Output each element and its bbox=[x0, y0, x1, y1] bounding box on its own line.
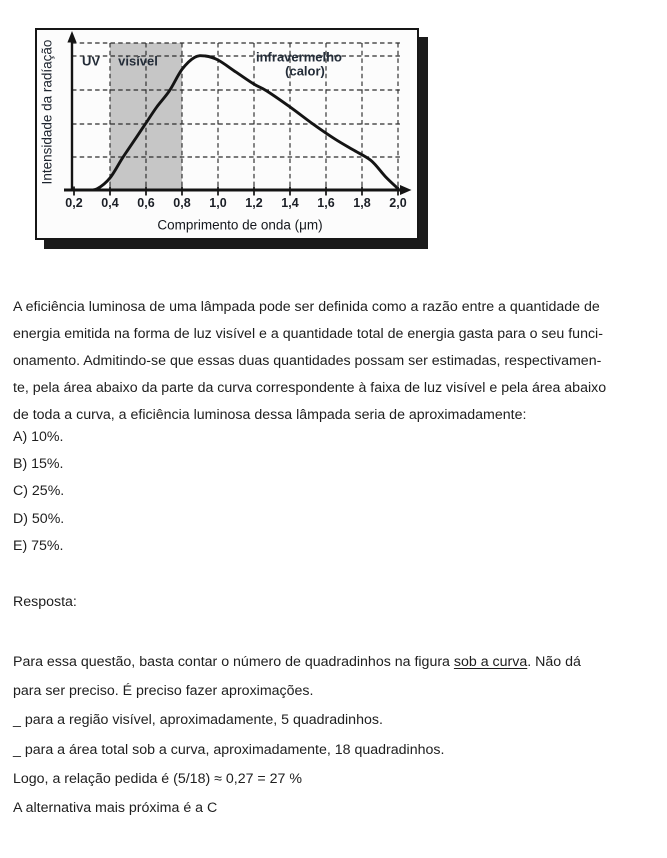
options-list bbox=[13, 424, 64, 560]
x-tick-label: 0,4 bbox=[101, 196, 119, 210]
option-d: D) 50%. bbox=[13, 510, 65, 527]
x-tick-label: 1,4 bbox=[281, 196, 299, 210]
solution-line-1 bbox=[13, 648, 581, 677]
x-tick-label: 0,6 bbox=[137, 196, 155, 210]
option-e: E) 75%. bbox=[13, 537, 64, 554]
solution-bullet-total: _ para a área total sob a curva, aproximadamente, 18 quadradinhos. bbox=[13, 741, 445, 758]
question-line: de toda a curva, a eficiência luminosa dessa lâmpada seria de aproximadamente: bbox=[13, 407, 527, 423]
x-tick-label: 1,2 bbox=[245, 196, 263, 210]
option-a: A) 10%. bbox=[13, 429, 64, 445]
region-label-infrared: infravermelho bbox=[256, 49, 342, 65]
option-b: B) 15%. bbox=[13, 456, 64, 473]
solution-text bbox=[13, 648, 581, 823]
question-line: onamento. Admitindo-se que essas duas quantidades possam ser estimadas, respectivamen- bbox=[13, 353, 602, 369]
region-label-visible: visível bbox=[118, 53, 158, 69]
solution-line-1-suffix: . Não dá bbox=[527, 654, 581, 670]
question-line: A eficiência luminosa de uma lâmpada pode ser definida como a razão entre a quantidade de bbox=[13, 299, 600, 315]
x-tick-label: 1,0 bbox=[209, 196, 227, 210]
x-axis-label: Comprimento de onda (μm) bbox=[157, 217, 323, 233]
solution-line-1-underlined: sob a curva bbox=[453, 654, 528, 670]
solution-line-2: para ser preciso. É preciso fazer aproximações. bbox=[13, 683, 314, 700]
solution-bullet-visible: _ para a região visível, aproximadamente, 5 quadradinhos. bbox=[13, 712, 383, 729]
y-axis-label: Intensidade da radíação bbox=[39, 39, 55, 185]
x-tick-label: 0,8 bbox=[173, 196, 191, 210]
option-c: C) 25%. bbox=[13, 483, 65, 500]
region-label-uv: UV bbox=[81, 53, 101, 69]
answer-heading: Resposta: bbox=[13, 594, 77, 610]
question-line: te, pela área abaixo da parte da curva correspondente à faixa de luz visível e pela área abaixo bbox=[13, 380, 607, 396]
solution-final: A alternativa mais próxima é a C bbox=[13, 800, 218, 817]
x-tick-label: 0,2 bbox=[65, 196, 83, 210]
x-tick-label: 1,8 bbox=[353, 196, 371, 210]
solution-line-1-prefix: Para essa questão, basta contar o número de quadradinhos na figura bbox=[13, 654, 454, 670]
radiation-intensity-figure bbox=[35, 28, 419, 240]
solution-conclusion: Logo, a relação pedida é (5/18) ≈ 0,27 = 27 % bbox=[13, 770, 302, 787]
x-tick-label: 2,0 bbox=[389, 196, 407, 210]
x-tick-label: 1,6 bbox=[317, 196, 335, 210]
question-line: energia emitida na forma de luz visível e a quantidade total de energia gasta para o seu funci- bbox=[13, 326, 603, 342]
question-paragraph bbox=[13, 294, 606, 429]
region-label-infrared-sub: (calor) bbox=[285, 63, 325, 79]
